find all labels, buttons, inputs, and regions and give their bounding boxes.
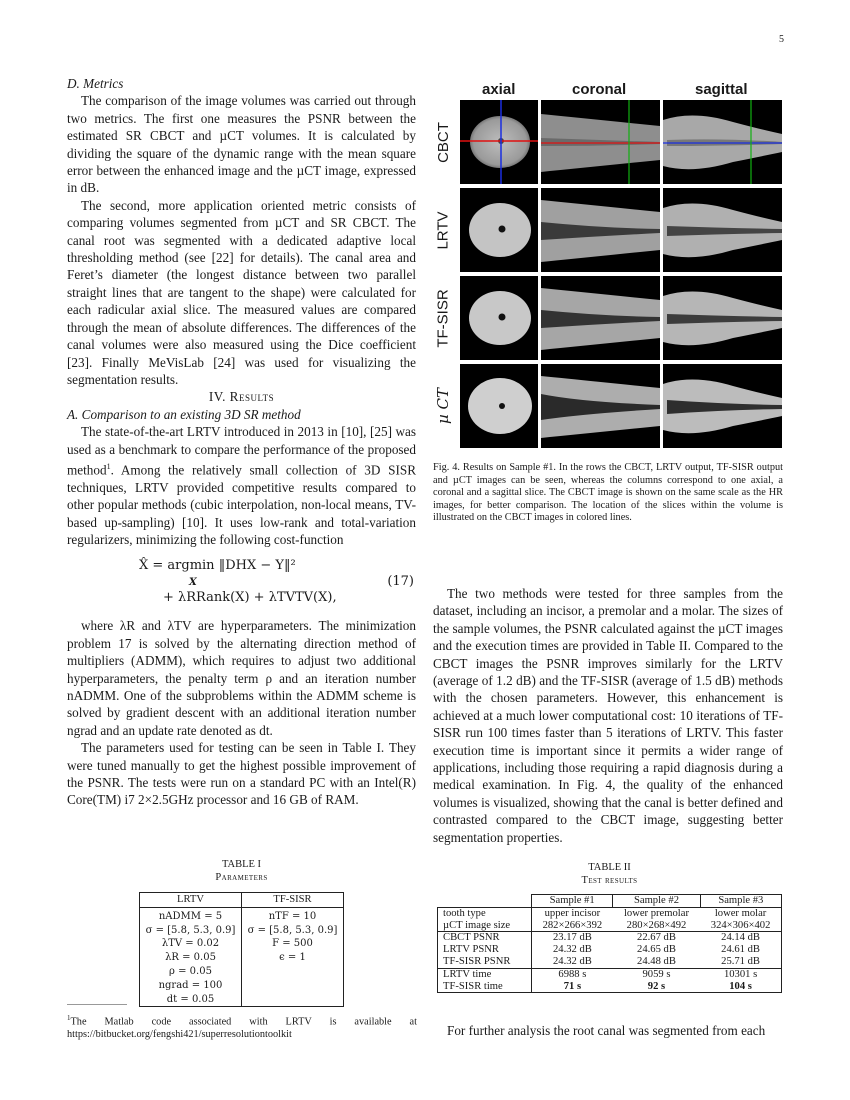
col-header-sagittal: sagittal [695,81,748,98]
tfsisr-axial-image [460,276,538,360]
table-1-cell: nTF = 10 [242,907,344,923]
table-2-row-label: µCT image size [438,920,532,932]
table-2-caption [437,861,782,887]
table-1-cell: ϵ = 1 [242,951,344,965]
table-2-cell: 24.48 dB [637,955,676,967]
table-2-cell: 24.32 dB [552,944,592,956]
table-2-cell: 324×306×402 [700,920,781,932]
table-2-row-label: TF-SISR PSNR [438,956,532,968]
table-1-header-lrtv: LRTV [140,893,242,908]
table-1-cell [242,965,344,979]
equation-number: (17) [387,574,414,590]
table-2-label: TABLE II [588,862,631,873]
table-1 [139,892,344,1007]
table-1-title: Parameters [215,872,268,883]
table-2-cell: 282×266×392 [542,919,603,931]
table-1-header-tfsisr: TF-SISR [242,893,344,908]
metrics-paragraph-1: The comparison of the image volumes was carried out through two metrics. The first one measures the PSNR between the estimated SR CBCT and µCT volumes. It is calculated by dividing the square of the dynamic range with the mean square error between the enhanced image and the µCT image, expressed in dB. [67,93,416,196]
table-2-row-label: LRTV time [438,968,532,980]
table-1-cell: λR = 0.05 [140,951,242,965]
comparison-paragraph-1 [67,423,416,548]
muct-coronal-image [541,364,660,448]
table-2-title: Test results [581,875,638,886]
tfsisr-coronal-image [541,276,660,360]
table-1-cell: dt = 0.05 [140,993,242,1007]
lrtv-coronal-image [541,188,660,272]
lrtv-axial-image [460,188,538,272]
figure-4-caption: Fig. 4. Results on Sample #1. In the rows the CBCT, LRTV output, TF-SISR output and µCT images can be seen, whereas the columns correspond to one axial, a coronal and a sagittal slice. The CBCT image is shown on the same scale as the HR images, for better comparison. The location of the slices within the volume is illustrated on the CBCT images in colored lines. [433,462,783,524]
lrtv-sagittal-image [663,188,782,272]
table-2-cell: 9059 s [613,968,700,980]
cbct-coronal-image [541,100,660,184]
table-2-row-label: CBCT PSNR [438,932,532,944]
table-2-cell: 92 s [613,981,700,993]
figure-4 [430,78,786,452]
metrics-heading: D. Metrics [67,76,124,91]
muct-axial-image [460,364,538,448]
table-1-cell: σ = [5.8, 5.3, 0.9] [140,924,242,938]
table-2-header-blank [438,895,532,908]
row-label-cbct: CBCT [434,121,452,163]
page-number: 5 [779,34,784,45]
right-column-bottom-line: For further analysis the root canal was segmented from each [447,1023,766,1038]
table-1-cell: ρ = 0.05 [140,965,242,979]
equation-line-1: X̂ = argmin ‖DHX − Y‖² [139,558,296,574]
metrics-paragraph-2: The second, more application oriented metric consists of comparing volumes segmented from µCT and SR CBCT. The canal root was segmented with a dedicated adaptive local thresholding method (see [22] for details). The canal area and Feret’s diameter (the longest distance between two parallel straight lines that are tangent to the shape) were calculated for each radicular axial slice. The measured values are compared through the mean of absolute differences. The differences of the canal volumes were also measured using the Dice coefficient [23]. Finally MeVisLab [24] was used for visualizing the segmentation results. [67,197,416,387]
equation-17 [67,551,416,611]
table-2-cell: lower molar [700,907,781,919]
table-1-cell: λTV = 0.02 [140,937,242,951]
footnote-rule [67,1004,127,1005]
table-2-header-sample-1: Sample #1 [531,895,612,908]
results-heading: IV. Results [208,389,275,405]
table-2-cell: 23.17 dB [531,932,612,944]
table-2-cell: 71 s [531,981,612,993]
footnote-ref[interactable]: 1 [106,461,111,471]
row-label-lrtv: LRTV [434,210,452,250]
table-2-cell: upper incisor [531,907,612,919]
table-1-cell: ngrad = 100 [140,979,242,993]
comparison-paragraph-3: The parameters used for testing can be seen in Table I. They were tuned manually to get the highest possible improvement of the PSNR. The tests were run on a standard PC with an Intel(R) Core(TM) i7 2×2.5GHz processor and 16 GB of RAM. [67,740,416,808]
footnote-mark: 1 [67,1014,71,1022]
table-2-cell: 280×268×492 [626,919,687,931]
comparison-heading: A. Comparison to an existing 3D SR method [67,406,301,422]
table-2-cell: 22.67 dB [613,932,700,944]
table-2-cell: 24.61 dB [700,944,781,956]
table-2-row-label: TF-SISR time [438,981,532,993]
row-label-tfsisr: TF-SISR [434,288,452,348]
muct-sagittal-image [663,364,782,448]
row-label-muct: µ CT [434,388,452,424]
table-1-cell: F = 500 [242,937,344,951]
col-header-coronal: coronal [572,81,627,98]
cbct-axial-image [460,100,538,184]
table-1-label: TABLE I [221,859,262,870]
table-2-cell: lower premolar [613,907,700,919]
right-column [433,585,783,846]
table-2-cell: 24.14 dB [700,932,781,944]
cbct-sagittal-image [663,100,782,184]
table-1-cell: σ = [5.8, 5.3, 0.9] [242,924,344,938]
table-1-cell [242,979,344,993]
equation-line-2: + λRRank(X) + λTVTV(X), [163,590,337,606]
table-2-cell: 24.65 dB [637,944,676,956]
table-1-cell [242,993,344,1007]
col-header-axial: axial [482,81,516,98]
table-2 [437,894,782,993]
left-column [67,75,416,809]
footnote [67,1012,417,1041]
table-2-row-label: LRTV PSNR [438,944,532,956]
footnote-text[interactable]: The Matlab code associated with LRTV is available at https://bitbucket.org/fengshi421/superresolutiontoolkit [67,1016,417,1040]
tfsisr-sagittal-image [663,276,782,360]
comparison-text-a: The state-of-the-art LRTV introduced in 2013 in [10], [25] was used as a benchmark to compare the performance of the proposed method [67,424,416,478]
table-2-row-label: tooth type [438,907,532,919]
table-2-cell: 25.71 dB [700,956,781,968]
comparison-paragraph-2: where λR and λTV are hyperparameters. The minimization problem 17 is solved by the alternating direction method of multipliers (ADMM), which requires to adjust two additional hyperparameters, the penalty term ρ and an iteration number nADMM. One of the subproblems within the ADMM scheme is solved by gradient descent with an additional iteration number ngrad and an update rate denoted as dt. [67,618,416,738]
table-1-caption [139,858,344,884]
table-2-cell: 6988 s [531,968,612,980]
results-paragraph: The two methods were tested for three samples from the dataset, including an incisor, a premolar and a molar. The sizes of the sample volumes, the PSNR calculated against the µCT images and the execution times are provided in Table II. Compared to the CBCT images the PSNR improves similarly for the LRTV (average of 1.2 dB) and the TF-SISR (average of 1.5 dB) methods with the chosen parameters. However, this enhancement is achieved at a much lower computational cost: 10 iterations of TF-SISR run 100 times faster than 5 iterations of LRTV. This faster execution time is important since it permits a wider range of applications, including those requiring a rapid diagnosis during a medical examination. In Fig. 4, the quality of the enhanced volumes is visualized, showing that the canal is better defined and contrasted compared to the CBCT image, suggesting better segmentation properties. [433,586,783,845]
table-2-header-sample-3: Sample #3 [700,895,781,908]
table-2-header-sample-2: Sample #2 [613,895,700,908]
table-2-cell: 24.32 dB [552,955,592,967]
equation-argmin-subscript: X [189,577,197,589]
table-2-cell: 10301 s [700,968,781,980]
table-1-cell: nADMM = 5 [140,907,242,923]
table-2-cell: 104 s [700,981,781,993]
comparison-text-b: . Among the relatively small collection of 3D SISR techniques, LRTV provided competitive results compared to other popular methods (cubic interpolation, non-local means, TV-based up-sampling) [10]. It uses low-rank and total-variation regularizers, minimizing the following cost-function [67,462,416,547]
